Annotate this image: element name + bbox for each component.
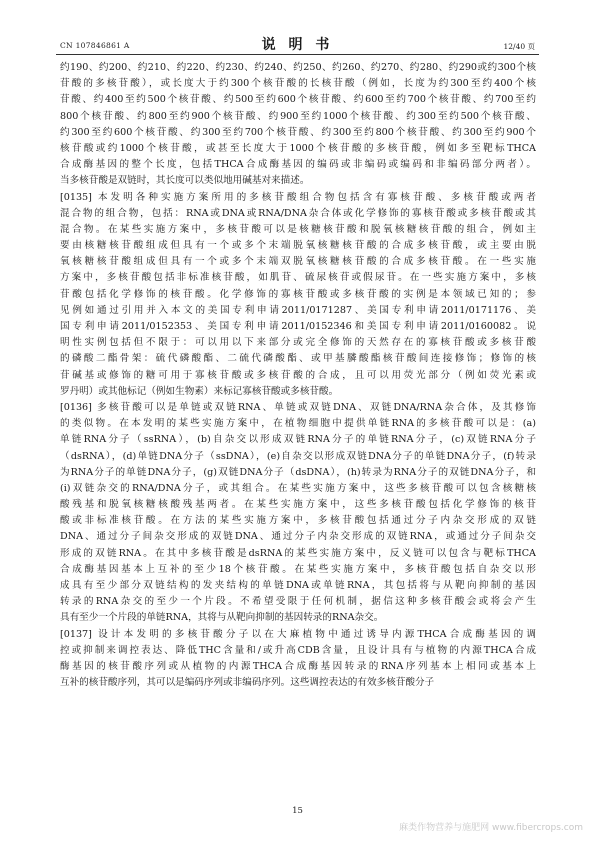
document-title: 说 明 书 — [261, 37, 334, 53]
text-line: 的磷酸二酯骨架：硫代磷酸酯、二硫代磷酸酯、或甲基膦酸酯核苷酸间连接修饰；修饰的核 — [60, 353, 536, 365]
text-line: 具有至少一个片段的单链RNA，其将与从靶向抑制的基因转录的RNA杂交。 — [60, 612, 384, 624]
text-line: 核苷酸或约1000个核苷酸，或甚至长度大于1000个核苷酸的多核苷酸，例如多至靶标THCA — [60, 142, 536, 154]
text-line: 罗丹明）或其他标记（例如生物素）来标记寡核苷酸或多核苷酸。 — [60, 385, 339, 397]
text-line: 约300至约600个核苷酸、约300至约700个核苷酸、约300至约800个核苷酸、约300至约900个 — [60, 126, 536, 138]
text-line: 800个核苷酸、约800至约900个核苷酸、约900至约1000个核苷酸、约300至约500个核苷酸、 — [60, 110, 536, 122]
header-rule — [56, 54, 539, 55]
text-line: 控或抑制来调控表达、降低THC含量和/或升高CDB含量，且设计具有与植物的内源THCA合成 — [60, 644, 536, 656]
text-line: 约190、约200、约210、约220、约230、约240、约250、约260、约270、约280、约290或约300个核 — [60, 62, 536, 73]
text-line: 氧核糖核苷酸组成但具有一个或多个末端双脱氧核糖核苷酸的合成多核苷酸。在一些实施 — [60, 256, 536, 268]
text-line: 的类似物。在本发明的某些实施方案中，在植物细胞中提供单链RNA的多核苷酸可以是：(a) — [60, 418, 536, 430]
text-line: 互补的核苷酸序列，其可以是编码序列或非编码序列。这些调控表达的有效多核苷酸分子 — [60, 677, 435, 689]
text-line: 单链RNA分子（ssRNA），(b)自杂交以形成双链RNA分子的单链RNA分子，(c)双链RNA分子 — [60, 434, 536, 446]
text-line: 合成酶基因的整个长度，包括THCA合成酶基因的编码或非编码或编码和非编码部分两者）。 — [60, 159, 536, 171]
paragraph-first-line: [0136] 多核苷酸可以是单链或双链RNA、单链或双链DNA、双链DNA/RNA杂合体，及其修饰 — [60, 401, 536, 413]
page-header — [56, 30, 539, 52]
text-line: 合成酶基因基本上互补的至少18个核苷酸。在某些实施方案中，多核苷酸包括自杂交以形 — [60, 563, 536, 575]
text-line: 酶基因的核苷酸序列或从植物的内源THCA合成酶基因转录的RNA序列基本上相同或基本上 — [60, 660, 536, 672]
text-line: 混合物。在某些实施方案中，多核苷酸可以是核糖核苷酸和脱氧核糖核苷酸的组合，例如主 — [60, 223, 536, 235]
text-line: 方案中，多核苷酸包括非标准核苷酸，如肌苷、硫尿核苷或假尿苷。在一些实施方案中，多核 — [60, 272, 536, 284]
text-line: 成具有至少部分双链结构的发夹结构的单链DNA或单链RNA，其包括将与从靶向抑制的基因 — [60, 580, 536, 591]
text-line: 转录的RNA杂交的至少一个片段。不希望受限于任何机制，据信这种多核苷酸会或将会产生 — [60, 596, 536, 608]
watermark: 麻类作物营养与施肥网 www.fibercrops.com — [399, 823, 583, 833]
text-line: 苷碱基或修饰的糖可用于寡核苷酸或多核苷酸的合成，且可以用荧光部分（例如荧光素或 — [60, 369, 536, 381]
patent-number: CN 107846861 A — [60, 41, 130, 50]
text-line: 要由核糖核苷酸组成但具有一个或多个末端脱氧核糖核苷酸的合成多核苷酸，或主要由脱 — [60, 240, 536, 252]
text-line: 酸或非标准核苷酸。在方法的某些实施方案中，多核苷酸包括通过分子内杂交形成的双链 — [60, 515, 536, 527]
text-line: DNA、通过分子间杂交形成的双链DNA、通过分子内杂交形成的双链RNA，或通过分子间杂交 — [60, 531, 536, 543]
page-number: 15 — [292, 806, 303, 816]
paragraph-first-line: [0137] 设计本发明的多核苷酸分子以在大麻植物中通过诱导内源THCA合成酶基因的调 — [60, 628, 536, 640]
paragraph-first-line: [0135] 本发明各种实施方案所用的多核苷酸组合物包括含有寡核苷酸、多核苷酸或两者 — [60, 191, 536, 203]
text-line: 明性实例包括但不限于：可以用以下来部分或完全修饰的天然存在的寡核苷酸或多核苷酸 — [60, 337, 536, 349]
document-body — [60, 60, 536, 691]
text-line: (i)双链杂交的RNA/DNA分子，或其组合。在某些实施方案中，这些多核苷酸可以包含核糖核 — [60, 482, 536, 494]
text-line: 形成的双链RNA。在其中多核苷酸是dsRNA的某些实施方案中，反义链可以包含与靶标THCA — [60, 547, 536, 559]
text-line: 苷酸的多核苷酸），或长度大于约300个核苷酸的长核苷酸（例如，长度为约300至约400个核 — [60, 78, 536, 90]
text-line: 见例如通过引用并入本文的美国专利申请2011/0171287、美国专利申请2011/0171176、美 — [60, 304, 536, 316]
text-line: 国专利申请2011/0152353、美国专利申请2011/0152346和美国专利申请2011/0160082。说 — [60, 321, 536, 332]
text-line: 苷酸包括化学修饰的核苷酸。化学修饰的寡核苷酸或多核苷酸的实例是本领域已知的；参 — [60, 288, 536, 300]
text-line: 苷酸、约400至约500个核苷酸、约500至约600个核苷酸、约600至约700个核苷酸、约700至约 — [60, 94, 536, 106]
text-line: 为RNA分子的单链DNA分子，(g)双链DNA分子（dsDNA），(h)转录为RNA分子的双链DNA分子，和 — [60, 466, 536, 478]
text-line: 当多核苷酸是双链时，其长度可以类似地用碱基对来描述。 — [60, 175, 310, 187]
page-indicator: 12/40 页 — [503, 42, 535, 51]
text-line: 酸残基和脱氧核糖核酸残基两者。在某些实施方案中，这些多核苷酸包括化学修饰的核苷 — [60, 499, 536, 511]
text-line: 混合物的组合物，包括：RNA或DNA或RNA/DNA杂合体或化学修饰的寡核苷酸或多核苷酸或其 — [60, 207, 536, 219]
text-line: （dsRNA），(d)单链DNA分子（ssDNA），(e)自杂交以形成双链DNA分子的单链DNA分子，(f)转录 — [60, 450, 536, 462]
